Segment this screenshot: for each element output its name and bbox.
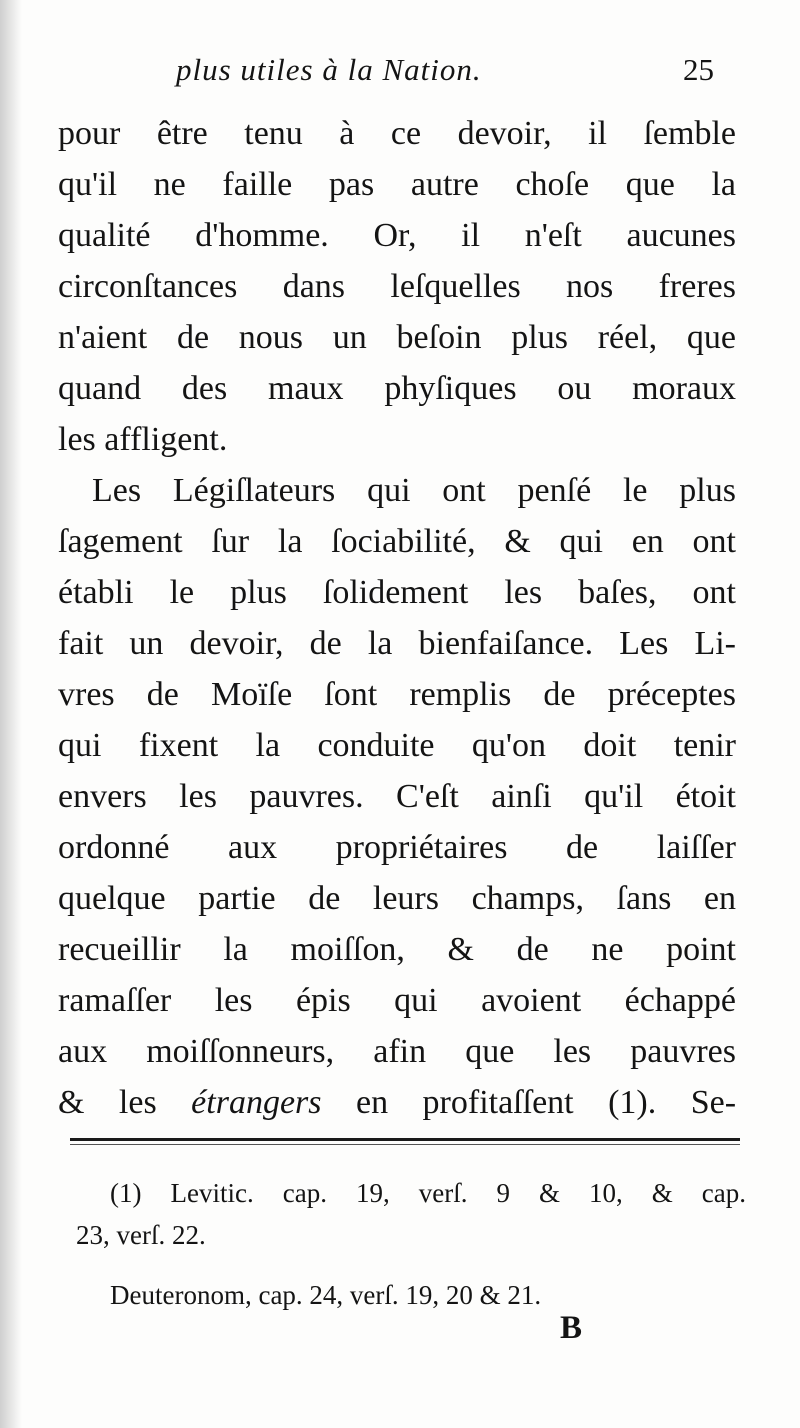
page-header	[0, 52, 800, 96]
text-line: établi le plus ſolidement les baſes, ont	[58, 574, 736, 611]
text-line: pour être tenu à ce devoir, il ſemble	[58, 115, 736, 152]
page-number: 25	[683, 52, 714, 87]
text-line: quelque partie de leurs champs, ſans en	[58, 880, 736, 917]
running-title: plus utiles à la Nation.	[176, 52, 482, 87]
text-line: ordonné aux propriétaires de laiſſer	[58, 829, 736, 866]
text-line: qu'il ne faille pas autre choſe que la	[58, 166, 736, 203]
text-line: Les Légiſlateurs qui ont penſé le plus	[92, 472, 736, 509]
text-line-final	[58, 1077, 736, 1128]
footnotes	[76, 1172, 746, 1316]
text-line: recueillir la moiſſon, & de ne point	[58, 931, 736, 968]
text-line: circonſtances dans leſquelles nos freres	[58, 268, 736, 305]
text-fragment: en profitaſſent (1). Se-	[355, 1084, 736, 1121]
footnote-line: 23, verſ. 22.	[76, 1220, 206, 1250]
footnote-rule-thin	[70, 1144, 740, 1145]
text-line: aux moiſſonneurs, afin que les pauvres	[58, 1033, 736, 1070]
italic-word: étrangers	[191, 1084, 322, 1121]
body-text	[58, 108, 736, 1128]
signature-mark: B	[560, 1310, 583, 1346]
text-line: n'aient de nous un beſoin plus réel, que	[58, 319, 736, 356]
text-line: ſagement ſur la ſociabilité, & qui en ont	[58, 523, 736, 560]
page-gutter-shadow	[0, 0, 22, 1428]
text-line: qui fixent la conduite qu'on doit tenir	[58, 727, 736, 764]
text-line: fait un devoir, de la bienfaiſance. Les Li-	[58, 625, 736, 662]
text-line: les affligent.	[58, 421, 228, 458]
footnote-rule	[70, 1138, 740, 1141]
footnote-line: Deuteronom, cap. 24, verſ. 19, 20 & 21.	[110, 1280, 542, 1310]
text-fragment: & les	[58, 1084, 157, 1121]
text-line: qualité d'homme. Or, il n'eſt aucunes	[58, 217, 736, 254]
footnote-line: (1) Levitic. cap. 19, verſ. 9 & 10, & cap.	[110, 1178, 746, 1208]
text-line: ramaſſer les épis qui avoient échappé	[58, 982, 736, 1019]
text-line: envers les pauvres. C'eſt ainſi qu'il étoit	[58, 778, 736, 815]
text-line: vres de Moïſe ſont remplis de préceptes	[58, 676, 736, 713]
text-line: quand des maux phyſiques ou moraux	[58, 370, 736, 407]
